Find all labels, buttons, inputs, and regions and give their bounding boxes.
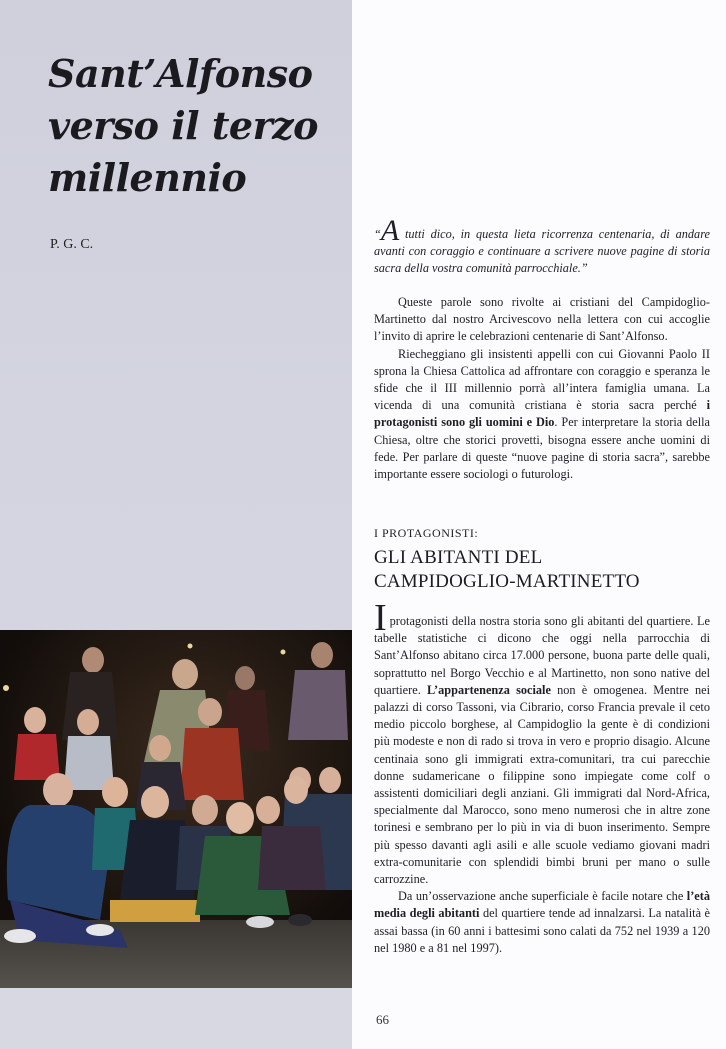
- title-line-2: verso il terzo: [48, 103, 319, 148]
- crowd-photo-illustration: [0, 630, 352, 988]
- body-paragraph-2-bold: l’età media degli abitanti: [374, 889, 710, 921]
- intro-text: [374, 294, 710, 483]
- intro-paragraph-2-start: Riecheggiano gli insistenti appelli con cui Giovanni Paolo II sprona la Chiesa Cattolica ad affrontare con coraggio e speranza le sfide che il III millennio porrà all’intera famiglia umana. La vicenda di una comunità cristiana è storia sacra perché: [374, 346, 710, 413]
- section-heading: [374, 546, 640, 594]
- body-drop-letter: I: [374, 597, 387, 639]
- quote-text: tutti dico, in questa lieta ricorrenza centenaria, di andare avanti con coraggio e continuare a scrivere nuove pagine di storia sacra della vostra comunità parrocchiale.”: [374, 227, 710, 276]
- body-text: [374, 597, 710, 957]
- body-paragraph-2: [374, 888, 710, 957]
- section-label: I PROTAGONISTI:: [374, 526, 479, 540]
- author-initials: P. G. C.: [50, 237, 94, 252]
- intro-paragraph-2-end: . Per interpretare la storia della Chiesa, oltre che storici provetti, bisogna essere anche uomini di fede. Per parlare di queste “nuove pagine di storia sacra”, sarebbe importante essere sociologi o futurologi.: [374, 415, 710, 482]
- body-paragraph-2-start: Da un’osservazione anche superficiale è facile notare che: [398, 889, 687, 904]
- title-line-1: Sant’Alfonso: [48, 51, 313, 96]
- section-heading-line-1: GLI ABITANTI DEL: [374, 547, 543, 568]
- quote-drop-letter: A: [380, 214, 400, 247]
- body-paragraph-2-rest: del quartiere tende ad innalzarsi. La natalità è assai bassa (in 60 anni i battesimi sono calati da 752 nel 1939 a 120 nel 1980 e a 81 nel 1997).: [374, 906, 710, 955]
- quote-open-mark: “: [374, 227, 381, 241]
- body-paragraph-1: [374, 597, 710, 888]
- title-line-3: millennio: [48, 155, 247, 200]
- intro-paragraph-2-bold: i protagonisti sono gli uomini e Dio: [374, 398, 710, 430]
- body-paragraph-1-bold: L’appartenenza sociale: [426, 682, 551, 697]
- body-paragraph-1-start: protagonisti della nostra storia sono gli abitanti del quartiere. Le tabelle statistiche ci dicono che oggi nella parrocchia di Sant’Alfonso abitano circa 17.000 persone, buona parte delle quali, soprattutto nel Borgo Vecchio e al Martinetto, non sono native del quartiere.: [374, 614, 710, 697]
- crowd-photo: [0, 630, 352, 988]
- article-title: [48, 48, 348, 204]
- section-heading-line-2: CAMPIDOGLIO-MARTINETTO: [374, 571, 640, 592]
- intro-paragraph-2: [374, 346, 710, 484]
- opening-quote: [374, 214, 710, 278]
- page-number: 66: [376, 1012, 389, 1027]
- body-paragraph-1-rest: non è omogenea. Mentre nei palazzi di corso Tassoni, via Cibrario, corso Francia prevale il ceto medio piccolo borghese, al Campidoglio la gente è di condizioni più modeste e non di rado si trova in vero e proprio disagio. Alcune centinaia sono gli immigrati extra-comunitari, tra cui parecchie donne sudamericane o filippine sono impiegate come colf o assistenti domiciliari degli anziani. Gli immigrati dal Nord-Africa, specialmente dal Marocco, sono meno numerosi che in altre zone torinesi e sembrano per lo più in via di buon inserimento. Sempre più spesso davanti agli asili e alle scuole vediamo giovani madri extra-comunitarie con splendidi bimbi bruni per mano o sulle carrozzine.: [374, 682, 710, 887]
- intro-paragraph-1: Queste parole sono rivolte ai cristiani del Campidoglio-Martinetto dal nostro Arcivescovo nella lettera con cui accoglie l’invito di aprire le celebrazioni centenarie di Sant’Alfonso.: [374, 295, 710, 344]
